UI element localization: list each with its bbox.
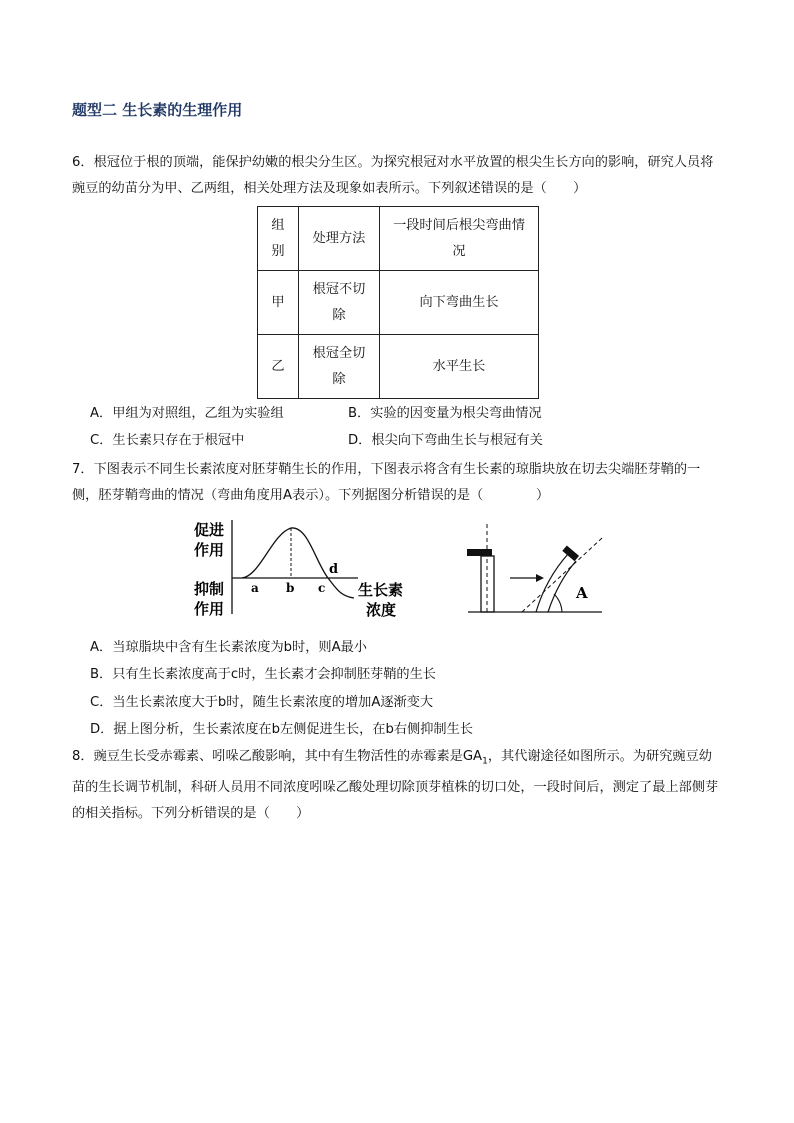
question-7-option-c: C．当生长素浓度大于b时，随生长素浓度的增加A逐渐变大 (90, 695, 434, 710)
question-6-stem: 6．根冠位于根的顶端，能保护幼嫩的根尖分生区。为探究根冠对水平放置的根尖生长方向的影响，研究人员将豌豆的幼苗分为甲、乙两组，相关处理方法及现象如表所示。下列叙述错误的是（ ） (72, 155, 714, 196)
agar-block-left (467, 549, 492, 556)
angle-label: A (576, 584, 588, 602)
table-header-group: 组别 (258, 207, 299, 271)
angle-reference-line (522, 538, 602, 612)
question-7-stem: 7．下图表示不同生长素浓度对胚芽鞘生长的作用，下图表示将含有生长素的琼脂块放在切去尖端胚芽鞘的一侧，胚芽鞘弯曲的情况（弯曲角度用A表示）。下列据图分析错误的是（ ） (72, 462, 701, 503)
y-axis-promote-label-2: 作用 (194, 541, 225, 559)
table-cell: 根冠全切除 (299, 335, 380, 399)
x-tick-c: c (318, 581, 326, 595)
coleoptile-bent-right-edge (548, 561, 576, 612)
agar-block-right (562, 546, 579, 562)
y-axis-promote-label-1: 促进 (194, 521, 225, 539)
x-tick-a: a (251, 581, 259, 595)
x-tick-b: b (286, 581, 295, 595)
y-axis-inhibit-label-2: 作用 (194, 600, 225, 618)
section-title: 题型二 生长素的生理作用 (72, 101, 243, 119)
question-6-option-d: D．根尖向下弯曲生长与根冠有关 (348, 433, 543, 448)
x-axis-label-1: 生长素 (358, 581, 404, 599)
angle-arc (554, 594, 562, 612)
coleoptile-bending-diagram (462, 516, 612, 620)
question-7-option-b: B．只有生长素浓度高于c时，生长素才会抑制胚芽鞘的生长 (90, 667, 436, 682)
table-cell: 水平生长 (380, 335, 539, 399)
coleoptile-bent-left-edge (536, 554, 568, 612)
question-8-stem: 8．豌豆生长受赤霉素、吲哚乙酸影响，其中有生物活性的赤霉素是$GA_1$，其代谢途径如图所示。为研究豌豆幼苗的生长调节机制，科研人员用不同浓度吲哚乙酸处理切除顶芽植株的切口处，一段时间后，测定了最上部侧芽的相关指标。下列分析错误的是（ ） (72, 749, 719, 821)
table-cell: 乙 (258, 335, 299, 399)
arrow-icon (536, 574, 544, 582)
concentration-effect-graph (190, 516, 420, 620)
table-header-result: 一段时间后根尖弯曲情况 (380, 207, 539, 271)
point-d-label: d (329, 562, 339, 577)
question-6-option-c: C．生长素只存在于根冠中 (90, 433, 245, 448)
question-7-option-d: D．据上图分析，生长素浓度在b左侧促进生长，在b右侧抑制生长 (90, 722, 473, 737)
x-axis-label-2: 浓度 (366, 601, 397, 619)
question-6-table (257, 206, 539, 399)
table-header-method: 处理方法 (299, 207, 380, 271)
y-axis-inhibit-label-1: 抑制 (194, 580, 225, 598)
table-cell: 甲 (258, 271, 299, 335)
question-6-option-b: B．实验的因变量为根尖弯曲情况 (348, 406, 542, 421)
question-7-option-a: A．当琼脂块中含有生长素浓度为b时，则A最小 (90, 640, 367, 655)
table-cell: 向下弯曲生长 (380, 271, 539, 335)
question-6-option-a: A．甲组为对照组，乙组为实验组 (90, 406, 284, 421)
table-cell: 根冠不切除 (299, 271, 380, 335)
